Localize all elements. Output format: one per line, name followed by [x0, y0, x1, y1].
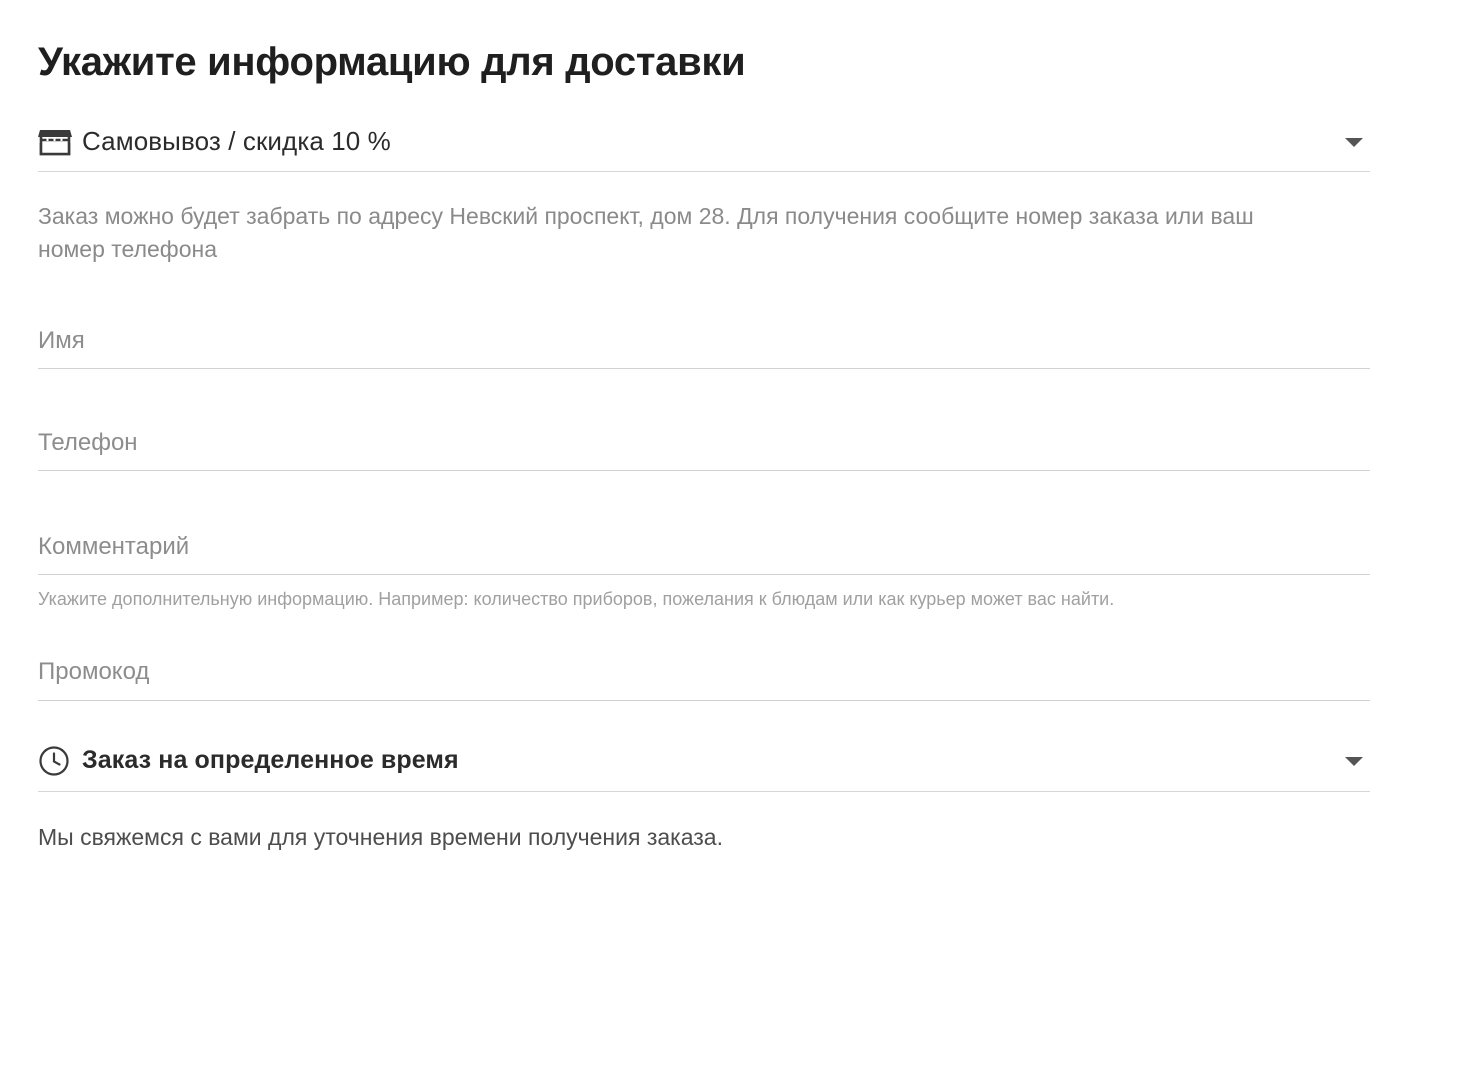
order-time-note: Мы свяжемся с вами для уточнения времени получения заказа.: [38, 823, 723, 850]
name-input[interactable]: [38, 325, 1370, 356]
promocode-field-underline: [38, 656, 1370, 700]
comment-hint: Укажите дополнительную информацию. Например: количество приборов, пожелания к блюдам или как курьер может вас найти.: [38, 589, 1115, 610]
name-field-group: [38, 325, 1370, 369]
phone-input[interactable]: [38, 427, 1370, 458]
comment-field-group: [38, 531, 1370, 612]
delivery-helper-text: Заказ можно будет забрать по адресу Невский проспект, дом 28. Для получения сообщите номер заказа или ваш номер телефона: [38, 203, 1254, 263]
phone-field-underline: [38, 427, 1370, 471]
comment-field-underline: [38, 531, 1370, 575]
delivery-method-value: Самовывоз / скидка 10 %: [82, 126, 391, 156]
storefront-icon: [38, 127, 82, 157]
name-field-underline: [38, 325, 1370, 369]
comment-input[interactable]: [38, 531, 1370, 562]
order-time-select[interactable]: [38, 745, 1370, 792]
order-time-value: Заказ на определенное время: [82, 746, 459, 775]
promocode-input[interactable]: [38, 656, 1370, 687]
page-title: Укажите информацию для доставки: [38, 40, 746, 84]
delivery-method-select[interactable]: [38, 126, 1370, 172]
order-time-group: [38, 745, 1370, 851]
promocode-field-group: [38, 656, 1370, 700]
clock-icon: [38, 745, 82, 777]
chevron-down-icon[interactable]: [1342, 747, 1370, 775]
phone-field-group: [38, 427, 1370, 471]
chevron-down-icon[interactable]: [1342, 128, 1370, 156]
